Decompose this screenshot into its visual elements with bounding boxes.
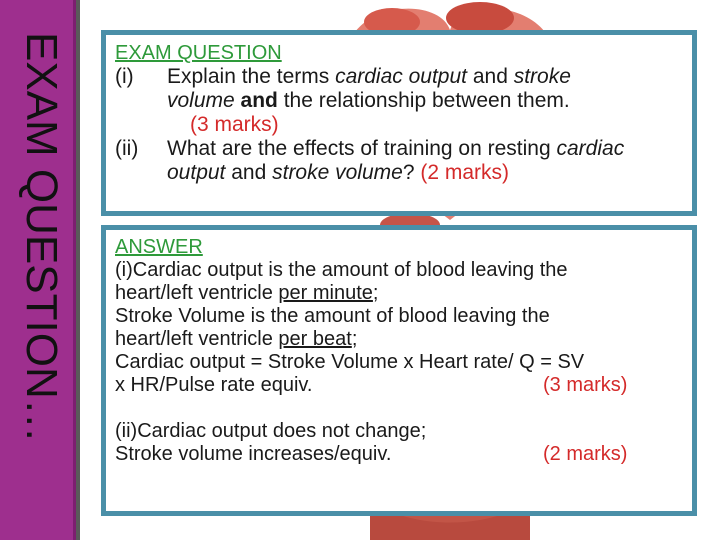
answer-part-2-marks: (2 marks) — [543, 443, 628, 465]
answer-per-beat: per beat — [278, 328, 352, 350]
question-2-question-mark: ? — [402, 161, 421, 184]
question-number-2: (ii) — [115, 137, 139, 160]
answer-line-4-text: heart/left ventricle — [115, 328, 279, 350]
answer-per-minute: per minute — [278, 282, 373, 304]
question-1-term-cardiac-output: cardiac output — [335, 65, 467, 88]
question-2-marks: (2 marks) — [420, 161, 510, 184]
answer-line-8-text: Stroke volume increases/equiv. — [115, 443, 392, 465]
question-2-term-stroke-volume: stroke volume — [272, 161, 403, 184]
answer-line-5: Cardiac output = Stroke Volume x Heart rate/ Q = SV — [115, 351, 585, 373]
question-2-term-output: output — [167, 161, 226, 184]
sidebar-title: EXAM QUESTION… — [17, 32, 66, 443]
answer-line-2-end: ; — [372, 282, 379, 304]
question-1-term-volume: volume — [167, 89, 235, 112]
question-1-bold-and: and — [234, 89, 278, 112]
answer-box — [101, 225, 697, 516]
question-2-text: What are the effects of training on resting — [167, 137, 557, 160]
answer-line-3: Stroke Volume is the amount of blood leaving the — [115, 305, 550, 327]
answer-part-1-marks: (3 marks) — [543, 374, 628, 396]
question-1-text: Explain the terms — [167, 65, 336, 88]
sidebar-panel — [0, 0, 80, 540]
question-1-marks-row — [115, 113, 684, 137]
question-box — [101, 30, 697, 216]
question-2-term-cardiac: cardiac — [556, 137, 625, 160]
question-1-marks: (3 marks) — [190, 113, 279, 136]
answer-line-4-end: ; — [351, 328, 358, 350]
question-1-term-stroke: stroke — [513, 65, 571, 88]
question-heading: EXAM QUESTION — [115, 42, 282, 64]
question-2-and: and — [225, 161, 273, 184]
answer-heading: ANSWER — [115, 236, 203, 258]
question-number-1: (i) — [115, 65, 134, 88]
answer-line-4 — [115, 328, 684, 351]
answer-line-6-text: x HR/Pulse rate equiv. — [115, 374, 313, 396]
answer-line-1: (i)Cardiac output is the amount of blood leaving the — [115, 259, 568, 281]
answer-line-8 — [115, 443, 684, 466]
answer-line-7: (ii)Cardiac output does not change; — [115, 420, 427, 442]
answer-line-2 — [115, 282, 684, 305]
question-1-and: and — [467, 65, 514, 88]
answer-line-6 — [115, 374, 684, 397]
question-item-2 — [115, 137, 684, 185]
answer-line-2-text: heart/left ventricle — [115, 282, 279, 304]
question-1-text-rest: the relationship between them. — [277, 89, 570, 112]
question-item-1 — [115, 65, 684, 113]
